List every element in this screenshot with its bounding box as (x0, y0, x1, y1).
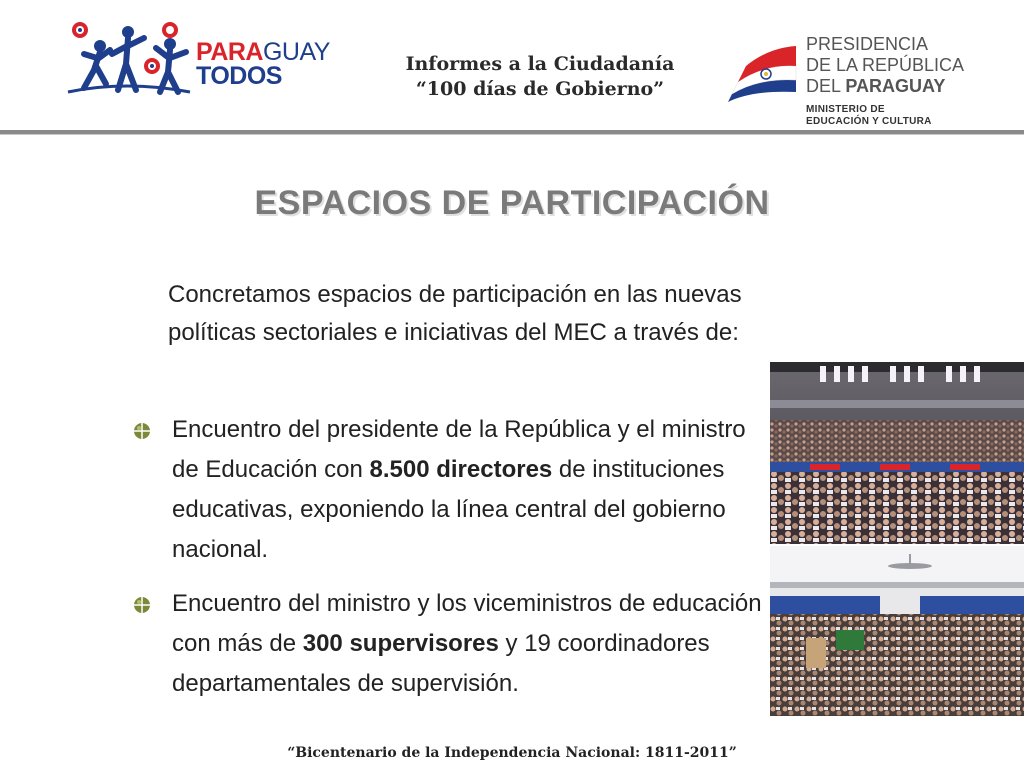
intro-line2: políticas sectoriales e iniciativas del MEC a través de: (168, 319, 739, 346)
header (0, 0, 1024, 135)
stadium-crowd-image (770, 362, 1024, 544)
bullet-item-directores (130, 410, 770, 570)
presidencia-text (806, 34, 964, 97)
presidencia-logo (722, 30, 1012, 135)
report-heading-line2: “100 días de Gobierno” (415, 78, 665, 100)
auditorium-crowd-image (770, 546, 1024, 716)
bullet-icon (133, 596, 151, 614)
auditorium-crowd-photo (770, 546, 1024, 716)
paraguay-flag-icon (722, 36, 802, 106)
bullet-text-before: Encuentro del presidente de la República y el ministro de Educación con (172, 416, 746, 483)
slide-title: ESPACIOS DE PARTICIPACIÓN (254, 184, 770, 222)
bullet-text-bold: 300 supervisores (302, 630, 499, 657)
report-heading-line1: Informes a la Ciudadanía (405, 53, 675, 75)
presidencia-line3-bold: PARAGUAY (845, 76, 946, 96)
intro-paragraph (168, 276, 848, 352)
footer-bicentenario: “Bicentenario de la Independencia Nacional: 1811-2011” (287, 745, 737, 761)
bullet-list (130, 410, 770, 718)
presidencia-line2: DE LA REPÚBLICA (806, 55, 965, 75)
presidencia-line3 (806, 76, 964, 97)
paraguay-todos-logo (66, 18, 356, 96)
report-heading (370, 52, 710, 102)
people-figures-icon (66, 18, 196, 96)
ministerio-label (806, 104, 932, 128)
intro-line1: Concretamos espacios de participación en las nuevas (168, 281, 742, 308)
bullet-item-supervisores (130, 584, 770, 704)
stadium-crowd-photo (770, 362, 1024, 544)
presidencia-line3-prefix: DEL (806, 76, 846, 96)
paraguay-todos-wordmark (196, 40, 330, 88)
ministerio-line1: MINISTERIO DE (806, 104, 885, 115)
header-divider (0, 130, 1024, 135)
wordmark-guay: GUAY (262, 38, 330, 66)
bullet-text-after: y 19 coordinadores departamentales de supervisión. (172, 630, 710, 697)
ministerio-line2: EDUCACIÓN Y CULTURA (806, 116, 932, 127)
wordmark-para: PARA (196, 38, 263, 66)
bullet-text-bold: 8.500 directores (369, 456, 553, 483)
wordmark-todos: TODOS (196, 62, 282, 90)
bullet-text-before: Encuentro del ministro y los viceministros de educación con más de (172, 590, 762, 657)
bullet-icon (133, 422, 151, 440)
bullet-text-after: de instituciones educativas, exponiendo la línea central del gobierno nacional. (172, 456, 726, 563)
presidencia-line1: PRESIDENCIA (806, 34, 929, 54)
